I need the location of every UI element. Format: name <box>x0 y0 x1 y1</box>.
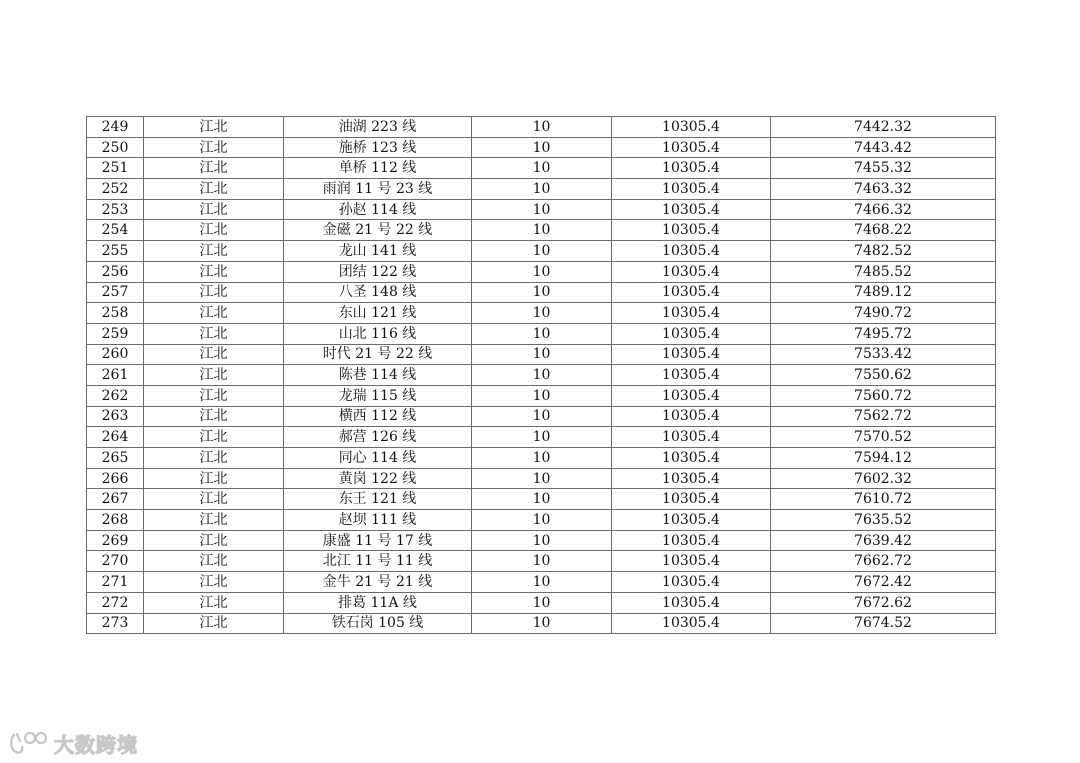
row-number-cell: 261 <box>87 365 144 386</box>
voltage-cell: 10 <box>472 220 612 241</box>
table-row <box>87 303 996 324</box>
table-row <box>87 220 996 241</box>
capacity-cell: 10305.4 <box>612 137 771 158</box>
line-name-cell: 东山 121 线 <box>284 303 472 324</box>
district-cell: 江北 <box>144 241 284 262</box>
value-cell: 7442.32 <box>771 117 996 138</box>
line-name-cell: 龙山 141 线 <box>284 241 472 262</box>
district-cell: 江北 <box>144 323 284 344</box>
district-cell: 江北 <box>144 261 284 282</box>
value-cell: 7468.22 <box>771 220 996 241</box>
district-cell: 江北 <box>144 489 284 510</box>
value-cell: 7639.42 <box>771 530 996 551</box>
row-number-cell: 267 <box>87 489 144 510</box>
value-cell: 7570.52 <box>771 427 996 448</box>
capacity-cell: 10305.4 <box>612 489 771 510</box>
table-row <box>87 530 996 551</box>
capacity-cell: 10305.4 <box>612 261 771 282</box>
district-cell: 江北 <box>144 406 284 427</box>
value-cell: 7594.12 <box>771 448 996 469</box>
row-number-cell: 249 <box>87 117 144 138</box>
row-number-cell: 270 <box>87 551 144 572</box>
district-cell: 江北 <box>144 282 284 303</box>
value-cell: 7482.52 <box>771 241 996 262</box>
table-row <box>87 448 996 469</box>
row-number-cell: 250 <box>87 137 144 158</box>
capacity-cell: 10305.4 <box>612 344 771 365</box>
voltage-cell: 10 <box>472 489 612 510</box>
capacity-cell: 10305.4 <box>612 241 771 262</box>
table-row <box>87 137 996 158</box>
value-cell: 7672.42 <box>771 572 996 593</box>
line-name-cell: 山北 116 线 <box>284 323 472 344</box>
line-name-cell: 施桥 123 线 <box>284 137 472 158</box>
row-number-cell: 262 <box>87 385 144 406</box>
table-row <box>87 613 996 634</box>
voltage-cell: 10 <box>472 448 612 469</box>
district-cell: 江北 <box>144 592 284 613</box>
line-name-cell: 团结 122 线 <box>284 261 472 282</box>
value-cell: 7490.72 <box>771 303 996 324</box>
line-name-cell: 八圣 148 线 <box>284 282 472 303</box>
district-cell: 江北 <box>144 510 284 531</box>
capacity-cell: 10305.4 <box>612 592 771 613</box>
voltage-cell: 10 <box>472 303 612 324</box>
line-name-cell: 金牛 21 号 21 线 <box>284 572 472 593</box>
table-row <box>87 468 996 489</box>
value-cell: 7674.52 <box>771 613 996 634</box>
capacity-cell: 10305.4 <box>612 572 771 593</box>
value-cell: 7466.32 <box>771 199 996 220</box>
row-number-cell: 260 <box>87 344 144 365</box>
voltage-cell: 10 <box>472 510 612 531</box>
value-cell: 7495.72 <box>771 323 996 344</box>
line-name-cell: 铁石岗 105 线 <box>284 613 472 634</box>
table-row <box>87 117 996 138</box>
row-number-cell: 272 <box>87 592 144 613</box>
table-row <box>87 427 996 448</box>
table-body <box>87 117 996 634</box>
district-cell: 江北 <box>144 179 284 200</box>
district-cell: 江北 <box>144 385 284 406</box>
capacity-cell: 10305.4 <box>612 282 771 303</box>
table-row <box>87 365 996 386</box>
line-name-cell: 同心 114 线 <box>284 448 472 469</box>
capacity-cell: 10305.4 <box>612 179 771 200</box>
table-row <box>87 510 996 531</box>
voltage-cell: 10 <box>472 613 612 634</box>
voltage-cell: 10 <box>472 323 612 344</box>
voltage-cell: 10 <box>472 241 612 262</box>
capacity-cell: 10305.4 <box>612 220 771 241</box>
value-cell: 7560.72 <box>771 385 996 406</box>
table-row <box>87 179 996 200</box>
capacity-cell: 10305.4 <box>612 158 771 179</box>
line-name-cell: 北江 11 号 11 线 <box>284 551 472 572</box>
row-number-cell: 253 <box>87 199 144 220</box>
voltage-cell: 10 <box>472 344 612 365</box>
voltage-cell: 10 <box>472 179 612 200</box>
capacity-cell: 10305.4 <box>612 117 771 138</box>
value-cell: 7635.52 <box>771 510 996 531</box>
capacity-cell: 10305.4 <box>612 365 771 386</box>
district-cell: 江北 <box>144 199 284 220</box>
table-row <box>87 158 996 179</box>
row-number-cell: 263 <box>87 406 144 427</box>
capacity-cell: 10305.4 <box>612 448 771 469</box>
voltage-cell: 10 <box>472 592 612 613</box>
value-cell: 7485.52 <box>771 261 996 282</box>
row-number-cell: 273 <box>87 613 144 634</box>
line-name-cell: 康盛 11 号 17 线 <box>284 530 472 551</box>
district-cell: 江北 <box>144 117 284 138</box>
table-row <box>87 261 996 282</box>
voltage-cell: 10 <box>472 261 612 282</box>
watermark-text: 大数跨境 <box>54 732 138 757</box>
row-number-cell: 258 <box>87 303 144 324</box>
value-cell: 7662.72 <box>771 551 996 572</box>
district-cell: 江北 <box>144 137 284 158</box>
line-name-cell: 孙赵 114 线 <box>284 199 472 220</box>
voltage-cell: 10 <box>472 137 612 158</box>
capacity-cell: 10305.4 <box>612 323 771 344</box>
table-row <box>87 241 996 262</box>
value-cell: 7550.62 <box>771 365 996 386</box>
value-cell: 7672.62 <box>771 592 996 613</box>
table-row <box>87 551 996 572</box>
line-name-cell: 时代 21 号 22 线 <box>284 344 472 365</box>
table-row <box>87 282 996 303</box>
row-number-cell: 269 <box>87 530 144 551</box>
voltage-cell: 10 <box>472 551 612 572</box>
table-row <box>87 323 996 344</box>
row-number-cell: 251 <box>87 158 144 179</box>
district-cell: 江北 <box>144 530 284 551</box>
capacity-cell: 10305.4 <box>612 303 771 324</box>
capacity-cell: 10305.4 <box>612 406 771 427</box>
voltage-cell: 10 <box>472 468 612 489</box>
table-row <box>87 572 996 593</box>
table-row <box>87 385 996 406</box>
voltage-cell: 10 <box>472 282 612 303</box>
value-cell: 7533.42 <box>771 344 996 365</box>
value-cell: 7443.42 <box>771 137 996 158</box>
line-name-cell: 陈巷 114 线 <box>284 365 472 386</box>
voltage-cell: 10 <box>472 427 612 448</box>
voltage-cell: 10 <box>472 530 612 551</box>
district-cell: 江北 <box>144 468 284 489</box>
district-cell: 江北 <box>144 158 284 179</box>
line-name-cell: 排葛 11A 线 <box>284 592 472 613</box>
row-number-cell: 259 <box>87 323 144 344</box>
district-cell: 江北 <box>144 572 284 593</box>
line-name-cell: 黄岗 122 线 <box>284 468 472 489</box>
value-cell: 7489.12 <box>771 282 996 303</box>
value-cell: 7602.32 <box>771 468 996 489</box>
row-number-cell: 271 <box>87 572 144 593</box>
voltage-cell: 10 <box>472 199 612 220</box>
voltage-cell: 10 <box>472 117 612 138</box>
value-cell: 7463.32 <box>771 179 996 200</box>
value-cell: 7562.72 <box>771 406 996 427</box>
district-cell: 江北 <box>144 365 284 386</box>
district-cell: 江北 <box>144 613 284 634</box>
watermark <box>8 727 138 759</box>
voltage-cell: 10 <box>472 365 612 386</box>
district-cell: 江北 <box>144 551 284 572</box>
row-number-cell: 255 <box>87 241 144 262</box>
voltage-cell: 10 <box>472 572 612 593</box>
line-name-cell: 横西 112 线 <box>284 406 472 427</box>
table-row <box>87 199 996 220</box>
capacity-cell: 10305.4 <box>612 385 771 406</box>
capacity-cell: 10305.4 <box>612 510 771 531</box>
capacity-cell: 10305.4 <box>612 530 771 551</box>
capacity-cell: 10305.4 <box>612 613 771 634</box>
capacity-cell: 10305.4 <box>612 427 771 448</box>
district-cell: 江北 <box>144 303 284 324</box>
capacity-cell: 10305.4 <box>612 551 771 572</box>
row-number-cell: 257 <box>87 282 144 303</box>
table-row <box>87 592 996 613</box>
value-cell: 7455.32 <box>771 158 996 179</box>
district-cell: 江北 <box>144 344 284 365</box>
table-row <box>87 406 996 427</box>
row-number-cell: 256 <box>87 261 144 282</box>
voltage-cell: 10 <box>472 385 612 406</box>
line-name-cell: 郝营 126 线 <box>284 427 472 448</box>
row-number-cell: 252 <box>87 179 144 200</box>
capacity-cell: 10305.4 <box>612 468 771 489</box>
line-name-cell: 金磁 21 号 22 线 <box>284 220 472 241</box>
table-row <box>87 344 996 365</box>
table-row <box>87 489 996 510</box>
data-table <box>86 116 996 634</box>
capacity-cell: 10305.4 <box>612 199 771 220</box>
line-name-cell: 雨润 11 号 23 线 <box>284 179 472 200</box>
row-number-cell: 265 <box>87 448 144 469</box>
voltage-cell: 10 <box>472 158 612 179</box>
district-cell: 江北 <box>144 427 284 448</box>
line-name-cell: 油湖 223 线 <box>284 117 472 138</box>
line-name-cell: 龙瑞 115 线 <box>284 385 472 406</box>
row-number-cell: 254 <box>87 220 144 241</box>
district-cell: 江北 <box>144 220 284 241</box>
district-cell: 江北 <box>144 448 284 469</box>
line-name-cell: 东王 121 线 <box>284 489 472 510</box>
row-number-cell: 266 <box>87 468 144 489</box>
brand-logo-icon <box>8 729 50 757</box>
value-cell: 7610.72 <box>771 489 996 510</box>
voltage-cell: 10 <box>472 406 612 427</box>
row-number-cell: 264 <box>87 427 144 448</box>
line-name-cell: 单桥 112 线 <box>284 158 472 179</box>
row-number-cell: 268 <box>87 510 144 531</box>
line-name-cell: 赵坝 111 线 <box>284 510 472 531</box>
